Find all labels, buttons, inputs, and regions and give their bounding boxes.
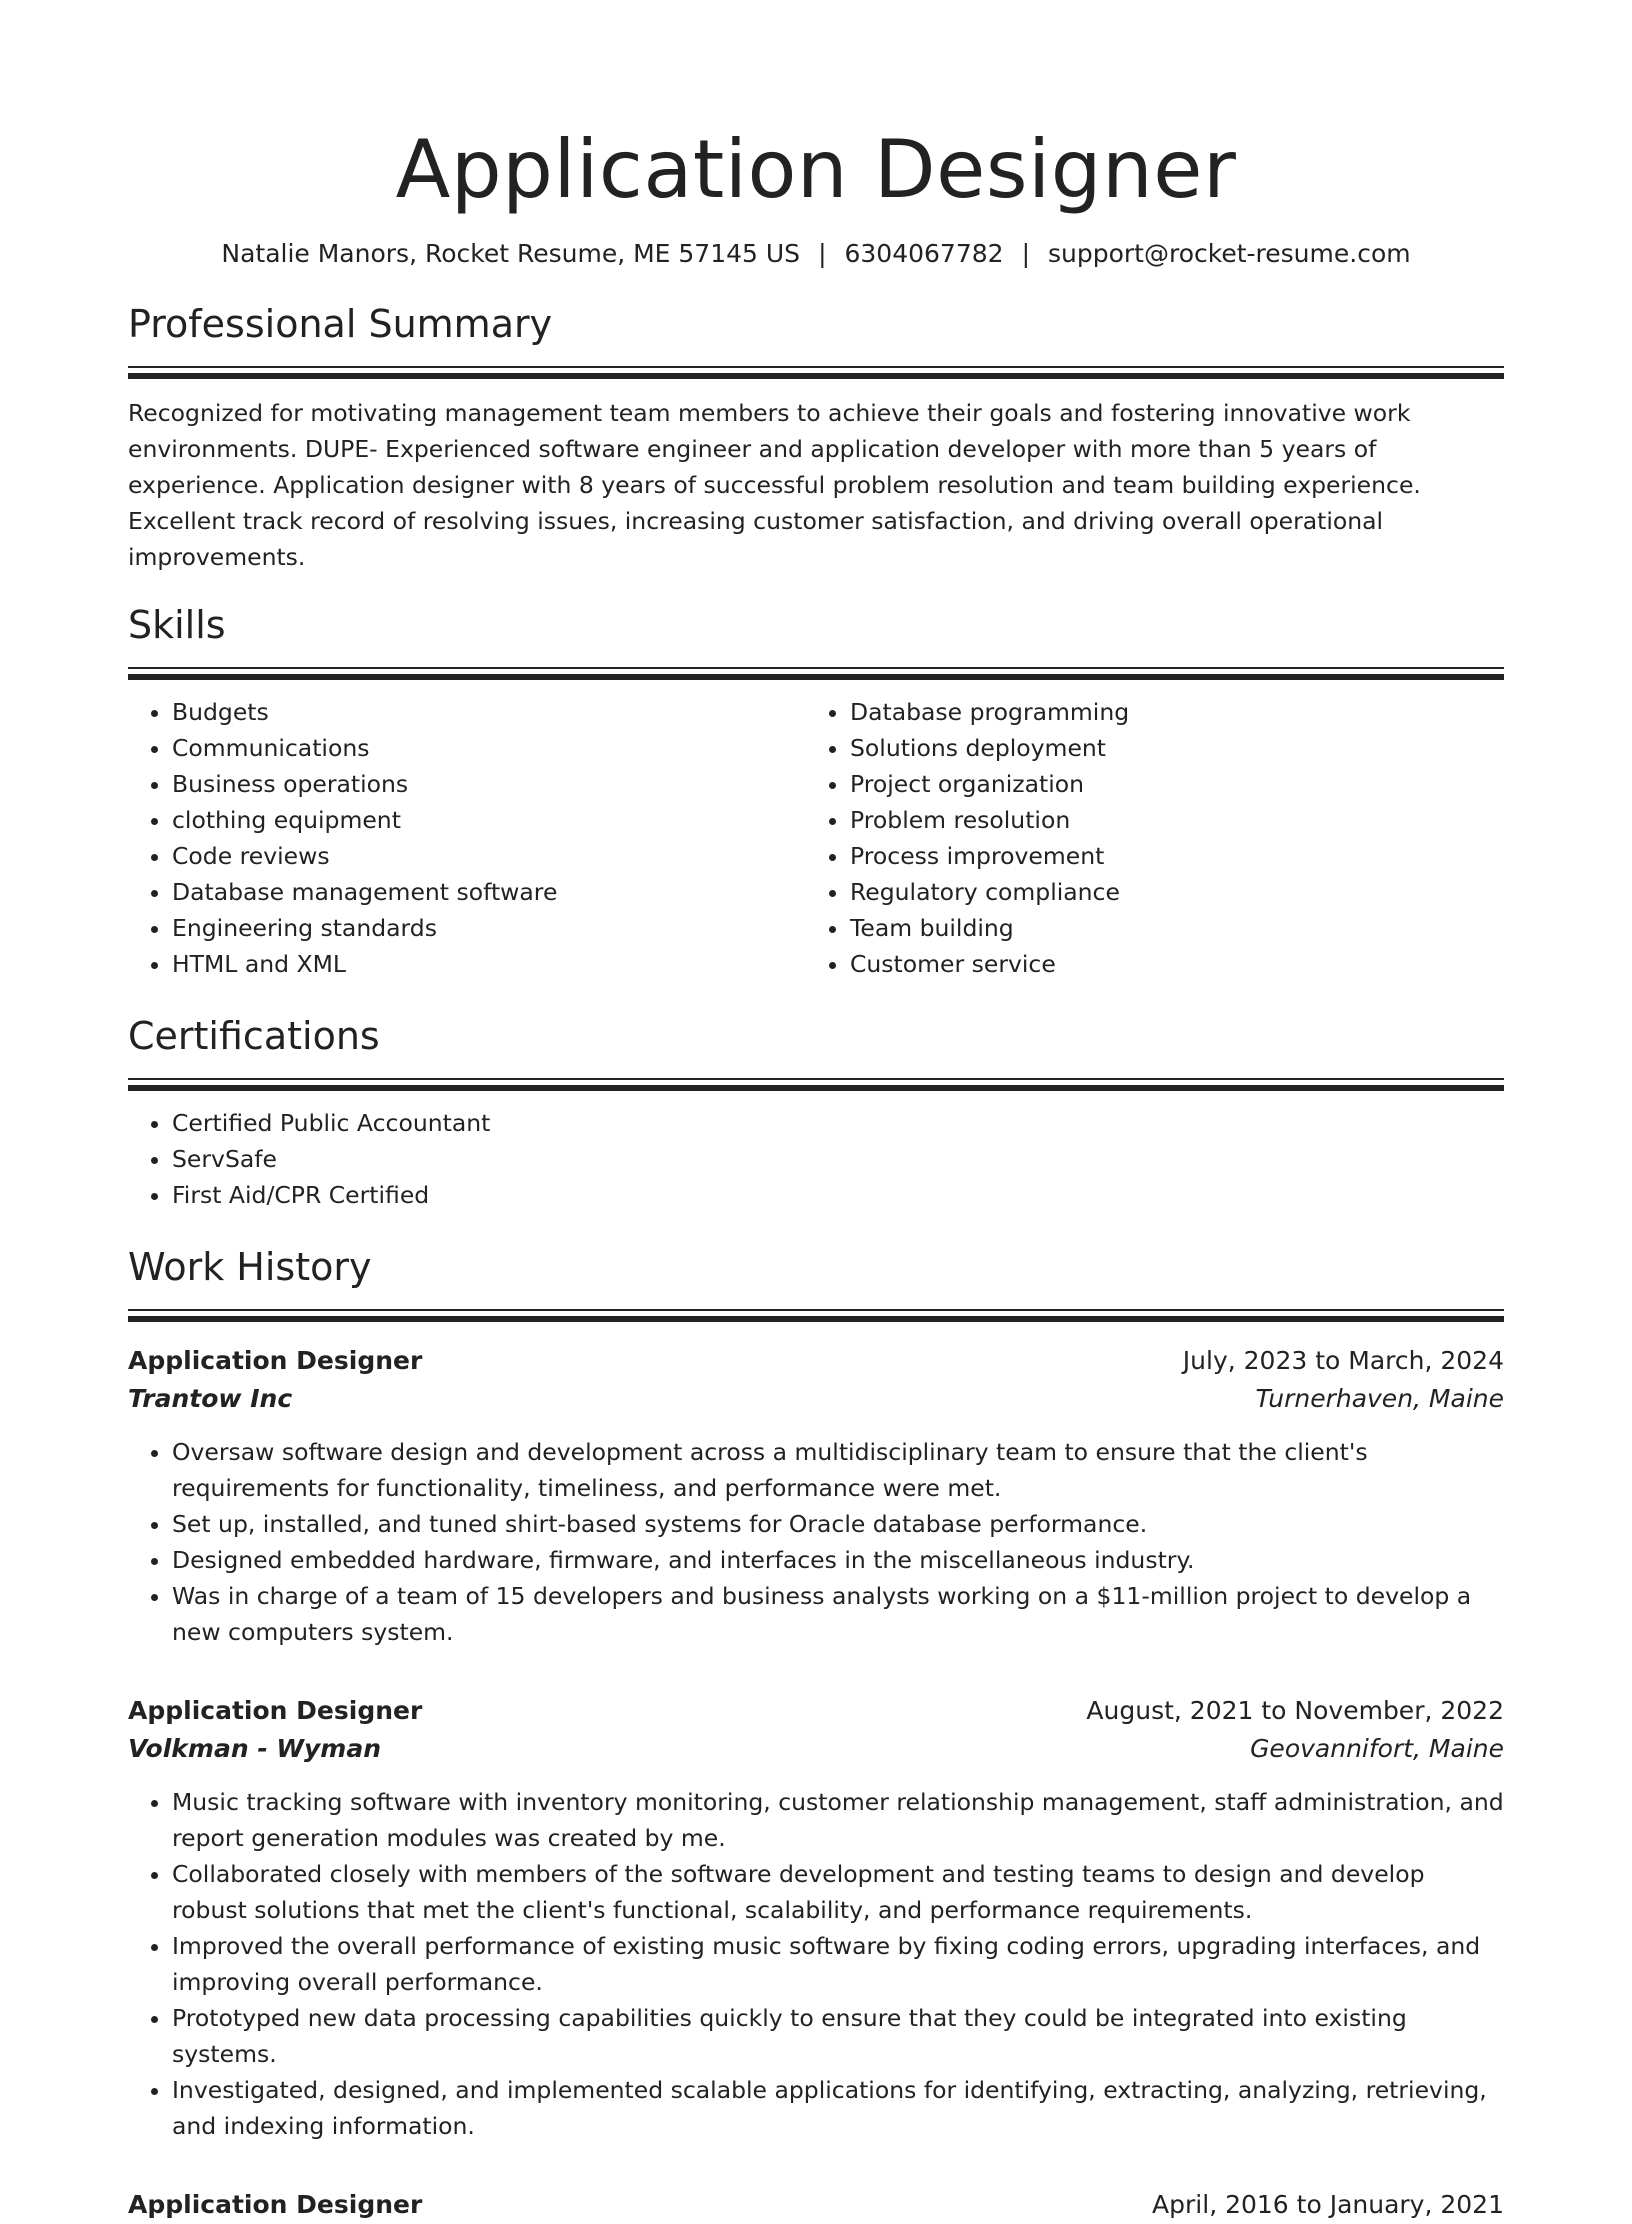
job-entry [128,1342,1504,1650]
job-company: Volkman - Wyman [128,1734,381,1763]
skills-section [128,601,1504,982]
job-company: Trantow Inc [128,1384,293,1413]
section-rule-thick [128,373,1504,379]
job-header-row [128,2186,1504,2224]
skills-list-left [128,694,806,982]
resume-title: Application Designer [395,123,1237,216]
certification-item: • ServSafe [172,1141,1504,1177]
skill-item: • Project organization [850,766,1528,802]
job-title: Application Designer [128,1346,423,1375]
job-bullet: • Was in charge of a team of 15 developers and business analysts working on a $11-million project to develop a new computers system. [172,1578,1504,1650]
section-rule [128,366,1504,368]
skill-item: • Code reviews [172,838,806,874]
skill-item: • Budgets [172,694,806,730]
skill-item: • clothing equipment [172,802,806,838]
skills-list-right [806,694,1528,982]
job-company-row [128,1730,1504,1768]
certifications-heading: Certifications [128,1014,380,1058]
job-title: Application Designer [128,1696,423,1725]
skill-item: • HTML and XML [172,946,806,982]
summary-text: Recognized for motivating management team members to achieve their goals and fostering innovative work environments. DUPE- Experienced software engineer and application developer with more than 5 years of experience. Application designer with 8 years of successful problem resolution and team building experience. Excellent track record of resolving issues, increasing customer satisfaction, and driving overall operational improvements. [128,399,1421,571]
skill-item: • Database management software [172,874,806,910]
certification-item: • Certified Public Accountant [172,1105,1504,1141]
work-history-section [128,1243,1504,2224]
job-bullet: • Set up, installed, and tuned shirt-based systems for Oracle database performance. [172,1506,1504,1542]
skill-item: • Solutions deployment [850,730,1528,766]
skill-item: • Team building [850,910,1528,946]
section-rule [128,667,1504,669]
job-location: Geovannifort, Maine [1250,1734,1504,1763]
job-bullet: • Investigated, designed, and implemented scalable applications for identifying, extracting, analyzing, retrieving, and indexing information. [172,2072,1504,2144]
section-rule [128,1309,1504,1311]
skill-item: • Problem resolution [850,802,1528,838]
skill-item: • Communications [172,730,806,766]
contact-separator: | [818,239,827,268]
work-history-heading: Work History [128,1245,372,1289]
contact-email: support@rocket-resume.com [1048,239,1411,268]
contact-address: Natalie Manors, Rocket Resume, ME 57145 US [221,239,801,268]
skill-item: • Engineering standards [172,910,806,946]
certifications-list [128,1105,1504,1213]
job-dates: July, 2023 to March, 2024 [1182,1346,1504,1375]
contact-phone: 6304067782 [844,239,1004,268]
job-bullet: • Improved the overall performance of existing music software by fixing coding errors, upgrading interfaces, and improving overall performance. [172,1928,1504,2000]
summary-section [128,300,1504,575]
skills-columns [128,680,1504,982]
job-header-row [128,1342,1504,1380]
skills-heading: Skills [128,603,226,647]
job-bullet: • Designed embedded hardware, firmware, and interfaces in the miscellaneous industry. [172,1542,1504,1578]
job-location: Turnerhaven, Maine [1255,1384,1504,1413]
resume-content [128,0,1504,2224]
section-rule-thick [128,1316,1504,1322]
job-entry [128,1692,1504,2144]
skill-item: • Regulatory compliance [850,874,1528,910]
contact-separator: | [1021,239,1030,268]
summary-heading: Professional Summary [128,302,553,346]
job-bullets [128,1434,1504,1650]
job-bullet: • Prototyped new data processing capabilities quickly to ensure that they could be integrated into existing systems. [172,2000,1504,2072]
certification-item: • First Aid/CPR Certified [172,1177,1504,1213]
contact-line [128,236,1504,272]
job-title: Application Designer [128,2190,423,2219]
section-rule-thick [128,1085,1504,1091]
job-dates: April, 2016 to January, 2021 [1152,2190,1504,2219]
certifications-section [128,1012,1504,1213]
job-bullet: • Collaborated closely with members of the software development and testing teams to design and develop robust solutions that met the client's functional, scalability, and performance requirements. [172,1856,1504,1928]
skill-item: • Process improvement [850,838,1528,874]
job-company-row [128,1380,1504,1418]
job-entry [128,2186,1504,2224]
section-rule [128,1078,1504,1080]
skill-item: • Business operations [172,766,806,802]
job-dates: August, 2021 to November, 2022 [1086,1696,1504,1725]
job-bullets [128,1784,1504,2144]
job-bullet: • Oversaw software design and development across a multidisciplinary team to ensure that the client's requirements for functionality, timeliness, and performance were met. [172,1434,1504,1506]
job-header-row [128,1692,1504,1730]
skill-item: • Database programming [850,694,1528,730]
skill-item: • Customer service [850,946,1528,982]
job-bullet: • Music tracking software with inventory monitoring, customer relationship management, staff administration, and report generation modules was created by me. [172,1784,1504,1856]
